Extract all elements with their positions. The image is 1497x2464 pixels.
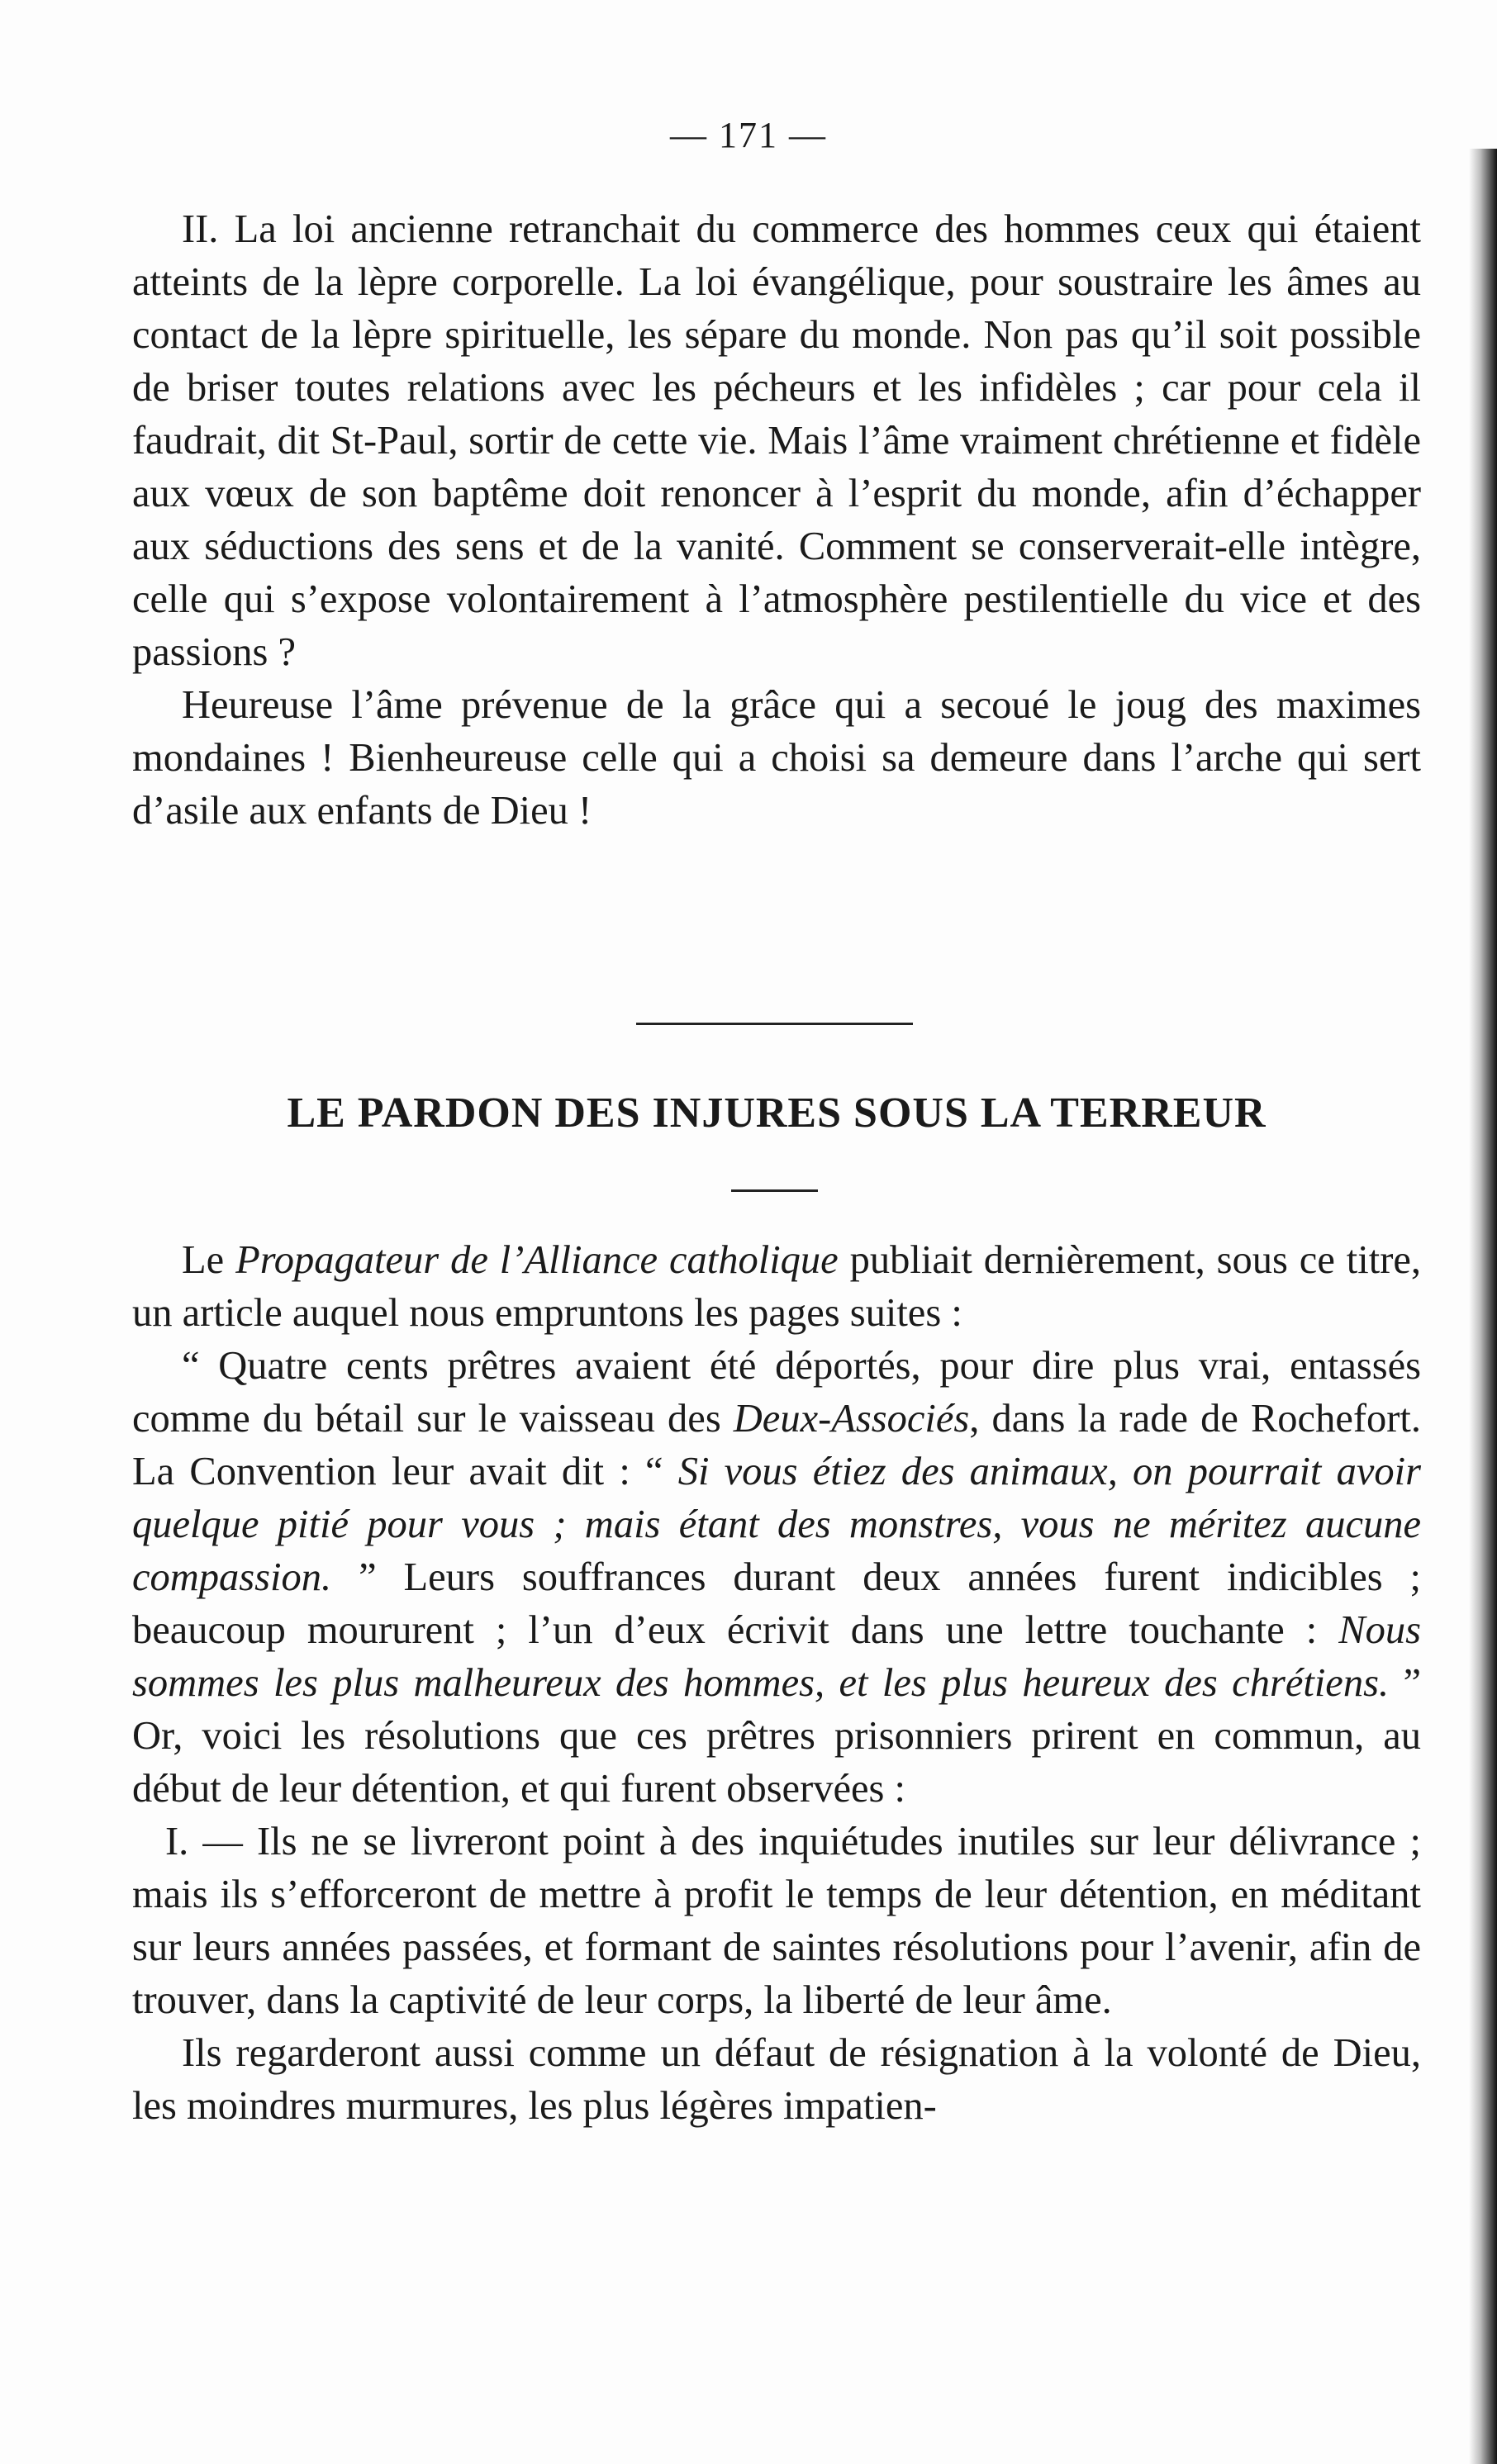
paragraph-regarderont: Ils regarderont aussi comme un défaut de résignation à la volonté de Dieu, les moindres murmures, les plus légères impatien- [132,2031,1421,2128]
section-divider [636,1023,913,1025]
text-run: Le [182,1238,236,1282]
letter-quote: Nous sommes les plus malheureux des hommes, et les plus heureux des chrétiens. [132,1608,1421,1705]
section-pardon [132,1234,1421,2133]
paragraph-resolution-one: I. — Ils ne se livreront point à des inquiétudes inutiles sur leur délivrance ; mais ils s’efforceront de mettre à profit le temps de leur détention, en méditant sur leurs années passées, et formant de saintes résolutions pour l’avenir, afin de trouver, dans la captivité de leur corps, la liberté de leur âme. [132,1820,1421,2022]
text-run: “ Quatre cents prêtres avaient été déportés, pour dire plus vrai, entassés comme du bétail sur le vaisseau des [132,1344,1421,1441]
paragraph-heureuse: Heureuse l’âme prévenue de la grâce qui a secoué le joug des maximes mondaines ! Bienheureuse celle qui a choisi sa demeure dans l’arche qui sert d’asile aux enfants de Dieu ! [132,683,1421,833]
heading-rule [731,1189,818,1192]
page-edge-shadow [1469,149,1497,2464]
text-run: publiait dernièrement, sous ce titre, un article auquel nous empruntons les pages suites : [132,1238,1422,1335]
paragraph-loi-ancienne: II. La loi ancienne retranchait du commerce des hommes ceux qui étaient atteints de la lèpre corporelle. La loi évangélique, pour soustraire les âmes au contact de la lèpre spirituelle, les sépare du monde. Non pas qu’il soit possible de briser toutes relations avec les pécheurs et les infidèles ; car pour cela il faudrait, dit St-Paul, sortir de cette vie. Mais l’âme vraiment chrétienne et fidèle aux vœux de son baptême doit renoncer à l’esprit du monde, afin d’échapper aux séductions des sens et de la vanité. Comment se conserverait-elle intègre, celle qui s’expose volontairement à l’atmosphère pestilentielle du vice et des passions ? [132,207,1421,674]
section-lepre [132,203,1421,838]
paragraph-propagateur [132,1234,1421,1340]
text-run: ” Or, voici les résolutions que ces prêtres prisonniers prirent en commun, au début de leur détention, et qui furent observées : [132,1661,1421,1811]
chapter-heading: LE PARDON DES INJURES SOUS LA TERREUR [287,1090,1267,1137]
ship-name: Deux-Associés [733,1397,970,1441]
journal-title: Propagateur de l’Alliance catholique [235,1238,839,1282]
convention-quote: Si vous étiez des animaux, on pourrait avoir quelque pitié pour vous ; mais étant des monstres, vous ne méritez aucune compassion. [132,1450,1421,1599]
text-run: , dans la rade de Rochefort. La Convention leur avait dit : “ [132,1397,1422,1493]
page-number: — 171 — [670,115,827,155]
paragraph-quatre-cents [132,1340,1421,1816]
text-run: ” Leurs souffrances durant deux années furent indicibles ; beaucoup moururent ; l’un d’eux écrivit dans une lettre touchante : [132,1555,1421,1652]
